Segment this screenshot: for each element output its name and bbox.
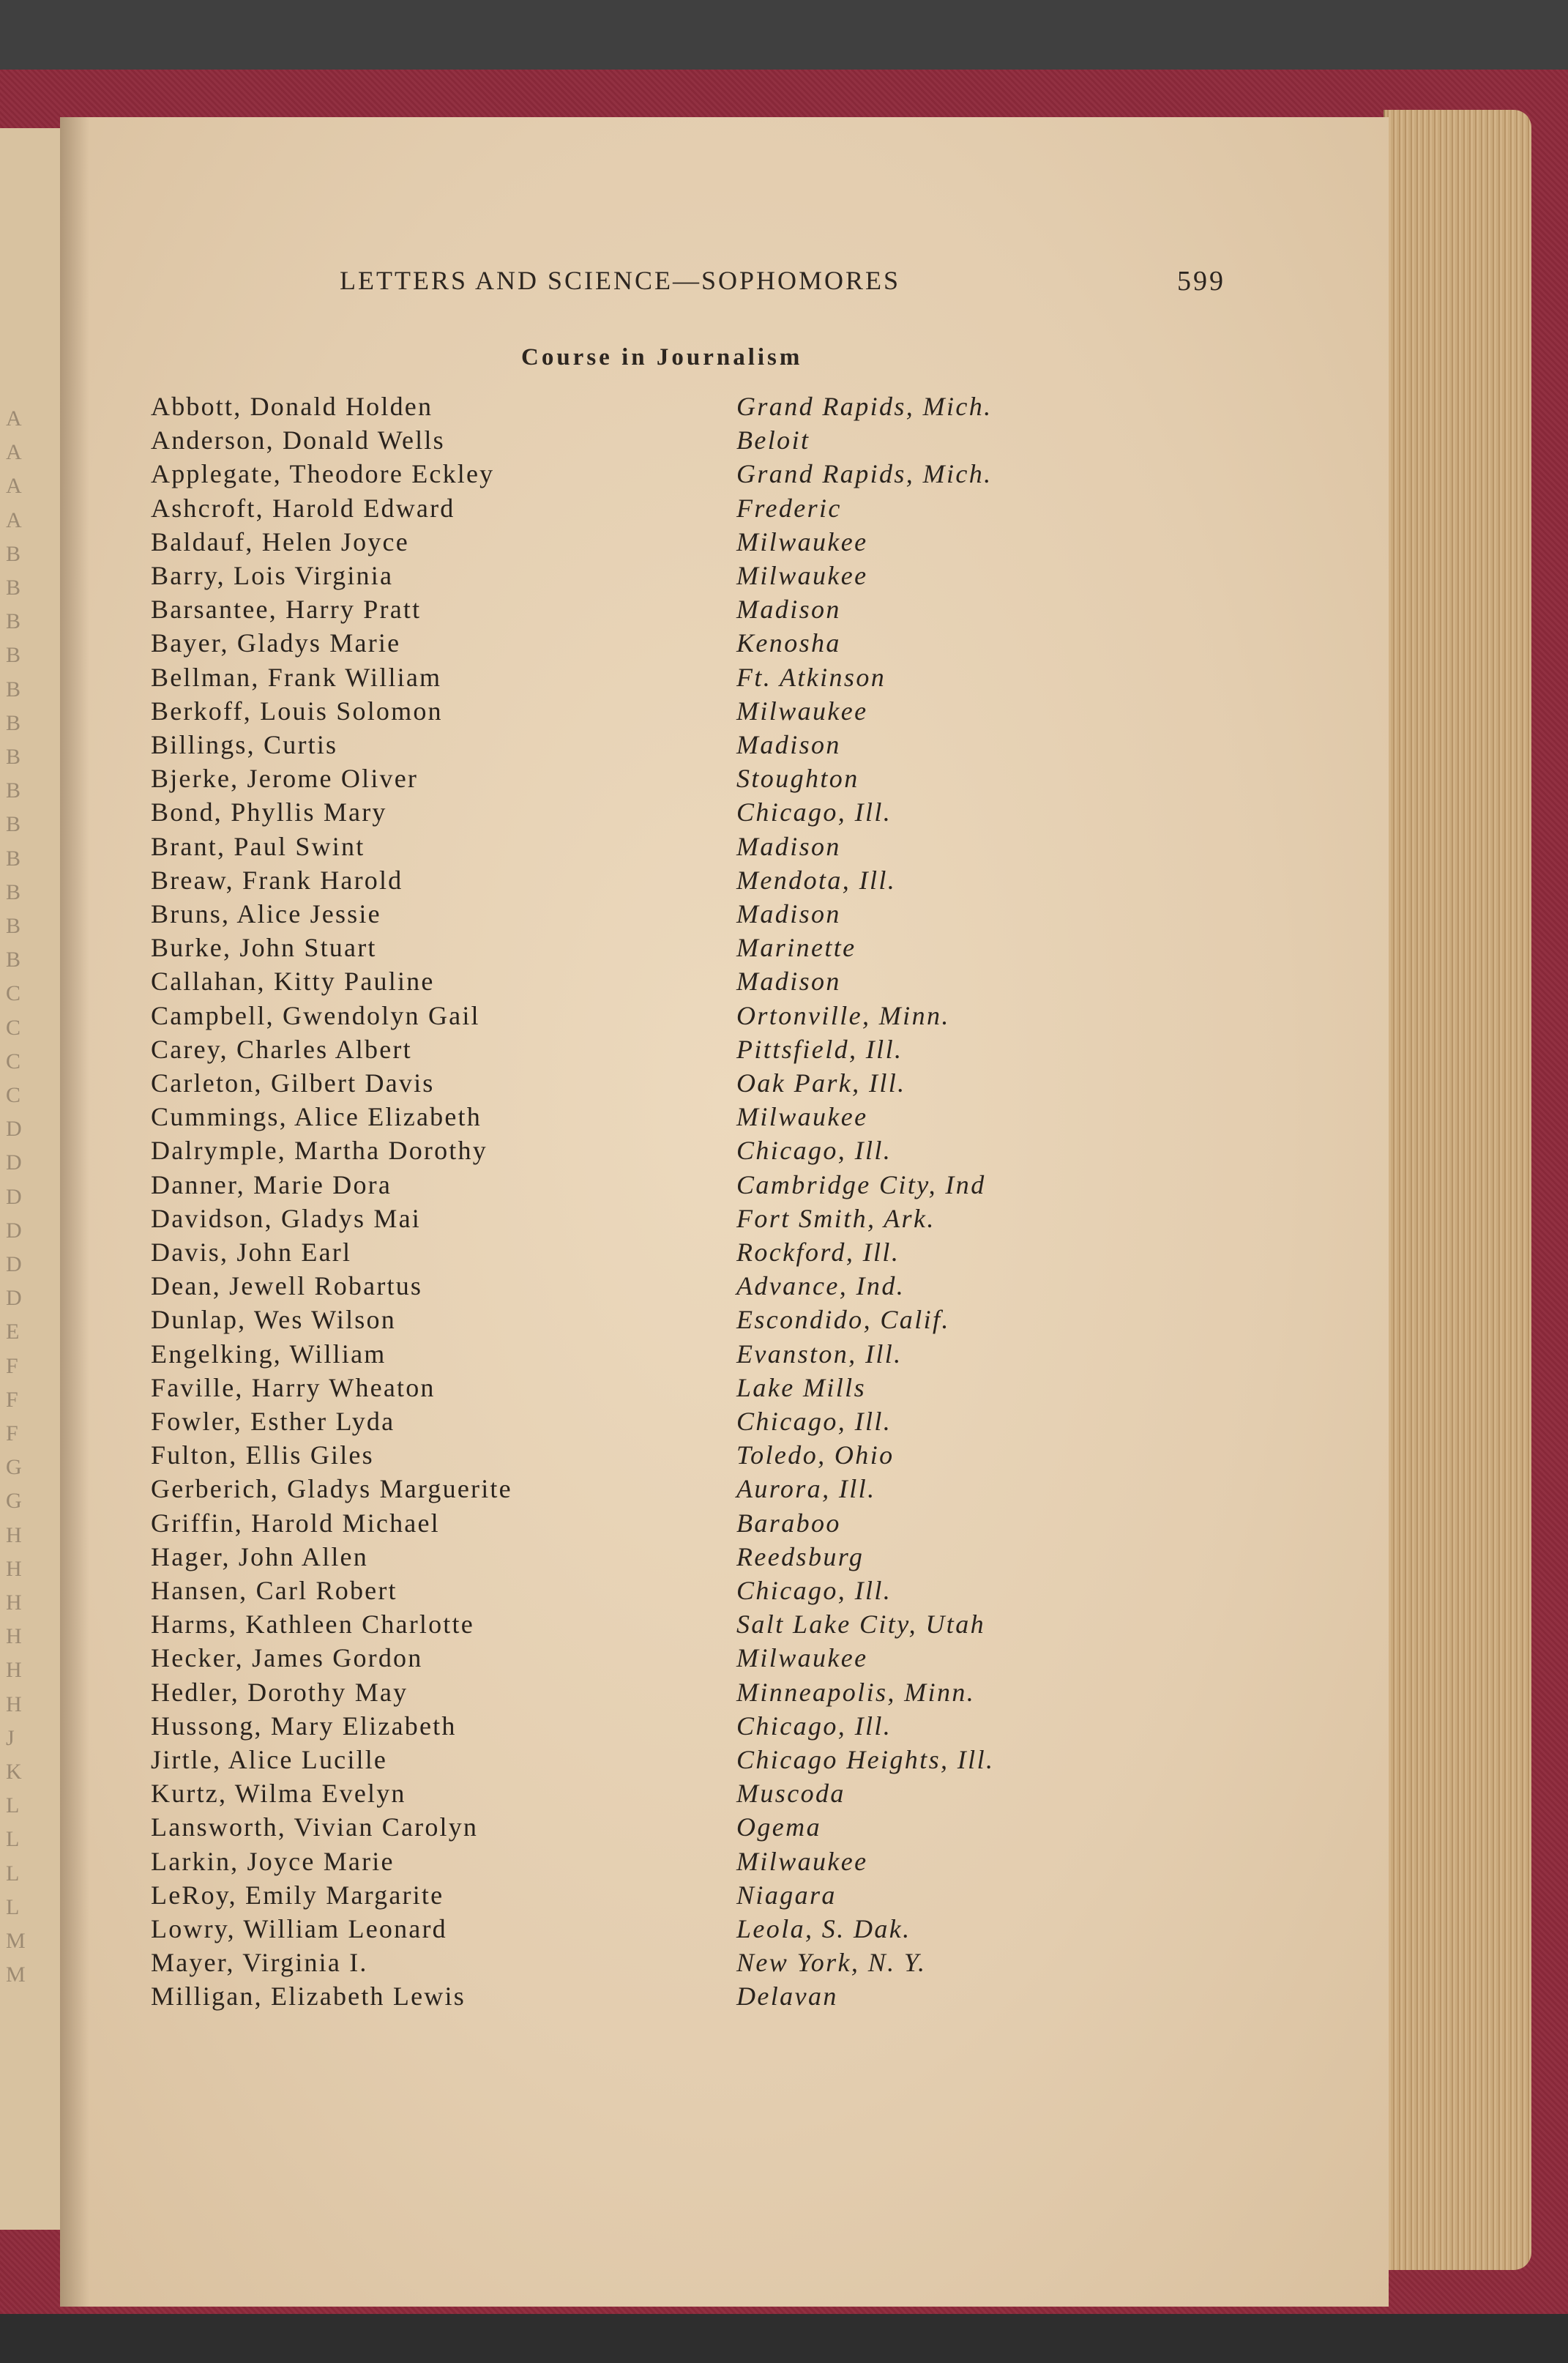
roster-entry [0, 865, 1098, 898]
hometown: Madison [736, 899, 841, 929]
student-name: Fowler, Esther Lyda [151, 1407, 395, 1436]
facing-page-letter: F [6, 1353, 19, 1378]
hometown: Reedsburg [736, 1541, 865, 1571]
facing-page-letter: A [6, 406, 23, 431]
facing-page-letter: F [6, 1421, 19, 1445]
hometown: Pittsfield, Ill. [736, 1034, 903, 1064]
hometown: Grand Rapids, Mich. [736, 392, 993, 421]
facing-page-letter: B [6, 576, 22, 600]
hometown: Delavan [736, 1981, 838, 2012]
roster-entry [0, 493, 1098, 526]
roster-entry [0, 628, 1098, 661]
roster-entry [0, 932, 1098, 966]
roster-entry [0, 1135, 1098, 1169]
student-name: Harms, Kathleen Charlotte [151, 1610, 474, 1640]
facing-page-letter: D [6, 1117, 23, 1142]
student-name: Gerberich, Gladys Marguerite [151, 1474, 512, 1504]
student-name: Lowry, William Leonard [151, 1914, 447, 1943]
hometown: Ft. Atkinson [736, 662, 886, 692]
roster-entry [0, 1744, 1098, 1778]
hometown: Chicago Heights, Ill. [736, 1745, 995, 1774]
hometown: Milwaukee [736, 1846, 868, 1876]
student-name: Breaw, Frank Harold [151, 865, 403, 895]
facing-page-letter: L [6, 1793, 20, 1818]
student-name: Lansworth, Vivian Carolyn [151, 1812, 479, 1842]
hometown: Madison [736, 831, 841, 861]
facing-page-letter: A [6, 507, 23, 532]
roster-entry [0, 1575, 1098, 1609]
student-name: Ashcroft, Harold Edward [151, 493, 455, 523]
hometown: Ogema [736, 1812, 821, 1842]
hometown: Minneapolis, Minn. [736, 1677, 976, 1707]
facing-page-letter: L [6, 1894, 20, 1919]
hometown: Milwaukee [736, 1102, 868, 1132]
hometown: Frederic [736, 493, 842, 523]
facing-page-letter: B [6, 677, 22, 702]
facing-page-letter: C [6, 1049, 22, 1073]
hometown: Mendota, Ill. [736, 865, 897, 895]
facing-page-letter: A [6, 440, 23, 465]
section-title: Course in Journalism [521, 344, 803, 371]
roster-entry [0, 1609, 1098, 1642]
roster-entry [0, 1711, 1098, 1744]
roster-entry [0, 1406, 1098, 1440]
facing-page-letter: B [6, 609, 22, 634]
hometown: Beloit [736, 425, 810, 455]
roster-entry [0, 696, 1098, 729]
facing-page-letter: C [6, 1015, 22, 1040]
hometown: Oak Park, Ill. [736, 1068, 906, 1098]
roster-entry [0, 1541, 1098, 1575]
facing-page-letter: D [6, 1252, 23, 1276]
roster-entry [0, 1473, 1098, 1507]
student-name: Barry, Lois Virginia [151, 561, 394, 590]
roster-entry [0, 1000, 1098, 1034]
hometown: Kenosha [736, 628, 841, 658]
facing-page-letter: B [6, 541, 22, 566]
student-name: Mayer, Virginia I. [151, 1948, 368, 1978]
student-name: Abbott, Donald Holden [151, 392, 433, 421]
facing-page-letter: L [6, 1827, 20, 1852]
roster-entry [0, 1642, 1098, 1676]
hometown: Chicago, Ill. [736, 1407, 892, 1436]
roster-entry [0, 1270, 1098, 1304]
hometown: Cambridge City, Ind [736, 1169, 986, 1199]
roster-entry [0, 1034, 1098, 1068]
facing-page-letter: E [6, 1320, 20, 1344]
hometown: Stoughton [736, 764, 859, 794]
facing-page-letter: K [6, 1760, 23, 1784]
hometown: Evanston, Ill. [736, 1339, 903, 1369]
student-name: Berkoff, Louis Solomon [151, 696, 443, 726]
student-name: Cummings, Alice Elizabeth [151, 1102, 482, 1132]
student-name: Brant, Paul Swint [151, 831, 365, 861]
student-name: LeRoy, Emily Margarite [151, 1880, 444, 1910]
hometown: Chicago, Ill. [736, 797, 892, 827]
student-name: Hager, John Allen [151, 1541, 368, 1571]
hometown: Muscoda [736, 1779, 845, 1809]
student-name: Anderson, Donald Wells [151, 425, 445, 455]
facing-page-letter: H [6, 1556, 23, 1581]
student-name: Hussong, Mary Elizabeth [151, 1711, 457, 1741]
roster-entry [0, 1880, 1098, 1913]
roster-entry [0, 966, 1098, 1000]
facing-page-letter: B [6, 643, 22, 668]
roster-entry [0, 1101, 1098, 1135]
student-name: Campbell, Gwendolyn Gail [151, 1000, 480, 1030]
facing-page-letter: H [6, 1624, 23, 1649]
hometown: Marinette [736, 933, 856, 963]
roster-entry [0, 1913, 1098, 1947]
facing-page-letter: D [6, 1150, 23, 1175]
facing-page-letter: F [6, 1387, 19, 1412]
roster-entry [0, 391, 1098, 425]
hometown: Milwaukee [736, 1643, 868, 1673]
facing-page-letter: B [6, 778, 22, 803]
roster-entry [0, 1068, 1098, 1101]
facing-page-letter: B [6, 846, 22, 871]
hometown: Fort Smith, Ark. [736, 1203, 936, 1233]
facing-page-letter: D [6, 1184, 23, 1209]
roster-entry [0, 458, 1098, 492]
student-name: Milligan, Elizabeth Lewis [151, 1981, 466, 2012]
facing-page-letter: J [6, 1725, 15, 1750]
running-head: LETTERS AND SCIENCE—SOPHOMORES [340, 266, 901, 295]
student-name: Bellman, Frank William [151, 662, 442, 692]
student-name: Carey, Charles Albert [151, 1034, 412, 1064]
roster-entry [0, 1169, 1098, 1203]
student-name: Engelking, William [151, 1339, 387, 1369]
roster-entry [0, 1440, 1098, 1473]
facing-page-letter: B [6, 710, 22, 735]
roster-entry [0, 729, 1098, 763]
student-name: Hecker, James Gordon [151, 1643, 423, 1673]
hometown: Grand Rapids, Mich. [736, 459, 993, 489]
hometown: Madison [736, 967, 841, 997]
student-name: Faville, Harry Wheaton [151, 1372, 436, 1402]
student-name: Applegate, Theodore Eckley [151, 459, 495, 489]
student-name: Carleton, Gilbert Davis [151, 1068, 435, 1098]
roster-entry [0, 1339, 1098, 1372]
facing-page-letter: C [6, 1083, 22, 1107]
student-name: Dean, Jewell Robartus [151, 1271, 423, 1301]
roster-entry [0, 560, 1098, 594]
student-name: Kurtz, Wilma Evelyn [151, 1779, 406, 1809]
roster-entry [0, 1812, 1098, 1845]
hometown: Milwaukee [736, 696, 868, 726]
roster-entry [0, 1237, 1098, 1270]
facing-page-letter: M [6, 1962, 26, 1987]
hometown: Chicago, Ill. [736, 1711, 892, 1741]
student-name: Dalrymple, Martha Dorothy [151, 1136, 488, 1166]
hometown: Lake Mills [736, 1372, 866, 1402]
hometown: Aurora, Ill. [736, 1474, 876, 1504]
student-name: Burke, John Stuart [151, 933, 377, 963]
facing-page-letter: B [6, 879, 22, 904]
student-name: Dunlap, Wes Wilson [151, 1305, 396, 1335]
roster-entry [0, 1372, 1098, 1406]
hometown: Chicago, Ill. [736, 1576, 892, 1605]
roster-entry [0, 1947, 1098, 1981]
student-name: Bayer, Gladys Marie [151, 628, 401, 658]
student-name: Davis, John Earl [151, 1238, 352, 1267]
hometown: Madison [736, 730, 841, 759]
student-name: Jirtle, Alice Lucille [151, 1745, 388, 1774]
facing-page-letter: B [6, 745, 22, 769]
facing-page-letter: M [6, 1929, 26, 1953]
hometown: Salt Lake City, Utah [736, 1610, 985, 1640]
roster-entry [0, 1304, 1098, 1338]
facing-page-letter: B [6, 914, 22, 938]
facing-page-letter: A [6, 474, 23, 499]
student-name: Larkin, Joyce Marie [151, 1846, 395, 1876]
facing-page-letter: D [6, 1286, 23, 1311]
facing-page-letter: H [6, 1692, 23, 1716]
roster-entry [0, 662, 1098, 696]
hometown: Advance, Ind. [736, 1271, 906, 1301]
student-name: Bruns, Alice Jessie [151, 899, 381, 929]
roster-entry [0, 831, 1098, 865]
facing-page-letter: H [6, 1658, 23, 1683]
hometown: New York, N. Y. [736, 1948, 927, 1978]
student-name: Baldauf, Helen Joyce [151, 526, 409, 557]
hometown: Madison [736, 595, 841, 625]
hometown: Toledo, Ohio [736, 1440, 895, 1470]
hometown: Niagara [736, 1880, 837, 1910]
student-name: Fulton, Ellis Giles [151, 1440, 374, 1470]
roster-entry [0, 1203, 1098, 1237]
roster-entry [0, 1846, 1098, 1880]
facing-page-letter: B [6, 948, 22, 972]
hometown: Milwaukee [736, 561, 868, 590]
facing-page-letter: B [6, 812, 22, 837]
page-number: 599 [1177, 266, 1225, 297]
hometown: Escondido, Calif. [736, 1305, 950, 1335]
student-name: Davidson, Gladys Mai [151, 1203, 421, 1233]
hometown: Rockford, Ill. [736, 1238, 900, 1267]
student-name: Bjerke, Jerome Oliver [151, 764, 419, 794]
roster-entry [0, 1508, 1098, 1541]
roster-entry [0, 594, 1098, 628]
hometown: Leola, S. Dak. [736, 1914, 911, 1943]
facing-page-letter: C [6, 981, 22, 1006]
student-name: Hansen, Carl Robert [151, 1576, 397, 1605]
roster-entry [0, 1981, 1098, 2014]
student-name: Danner, Marie Dora [151, 1169, 392, 1199]
roster-entry [0, 1778, 1098, 1812]
student-name: Griffin, Harold Michael [151, 1508, 440, 1538]
facing-page-letter: G [6, 1455, 23, 1480]
hometown: Ortonville, Minn. [736, 1000, 950, 1030]
hometown: Milwaukee [736, 526, 868, 557]
student-name: Barsantee, Harry Pratt [151, 595, 422, 625]
roster-entry [0, 526, 1098, 560]
facing-page-letter: H [6, 1522, 23, 1547]
student-name: Hedler, Dorothy May [151, 1677, 408, 1707]
facing-page-letter: D [6, 1218, 23, 1243]
hometown: Chicago, Ill. [736, 1136, 892, 1166]
facing-page-letter: H [6, 1590, 23, 1615]
roster-entry [0, 797, 1098, 830]
roster-entry [0, 425, 1098, 458]
roster-entry [0, 898, 1098, 932]
hometown: Baraboo [736, 1508, 841, 1538]
facing-page-letter: L [6, 1861, 20, 1886]
student-name: Callahan, Kitty Pauline [151, 967, 435, 997]
student-name: Billings, Curtis [151, 730, 338, 759]
facing-page-letter: G [6, 1489, 23, 1514]
roster-entry [0, 1677, 1098, 1711]
roster-entry [0, 763, 1098, 797]
student-name: Bond, Phyllis Mary [151, 797, 387, 827]
